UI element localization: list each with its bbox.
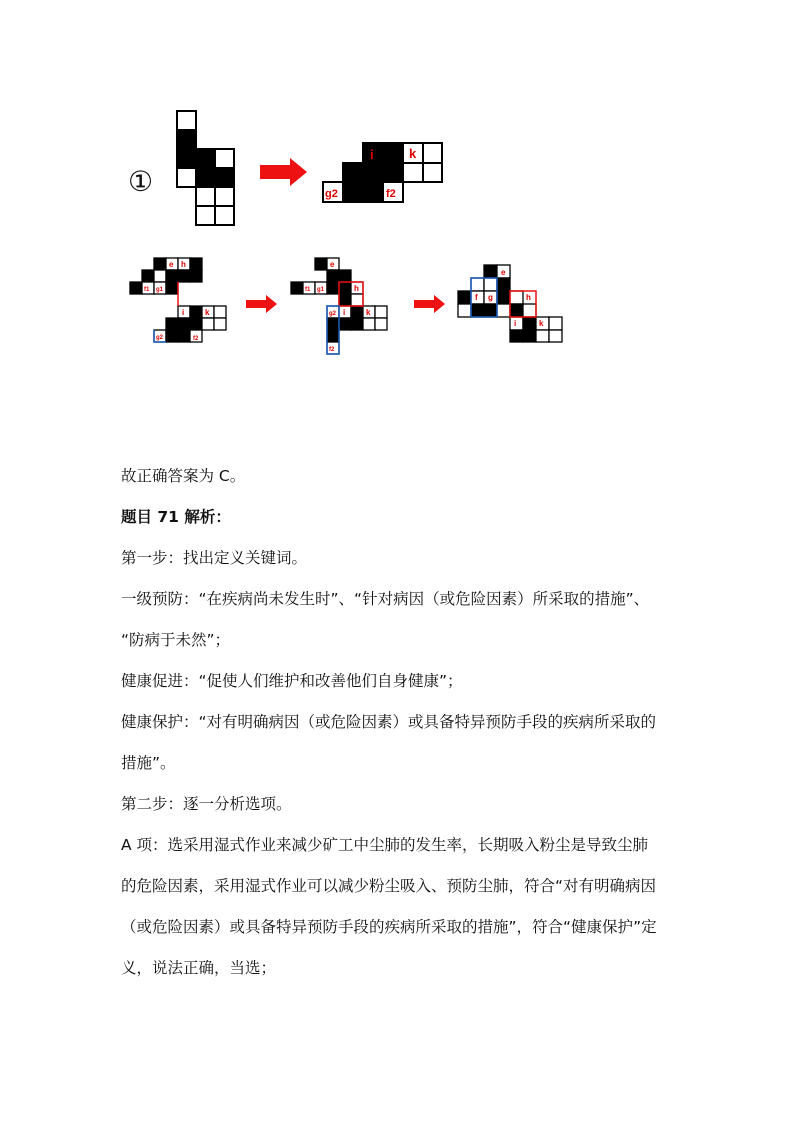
label-b-k: k <box>366 308 371 317</box>
label-a-g2: g2 <box>156 335 164 341</box>
definition-primary-prevention: 一级预防：“在疾病尚未发生时”、“针对病因（或危险因素）所采取的措施”、 <box>121 590 650 608</box>
option-a-line-4: 义，说法正确，当选； <box>121 959 277 977</box>
label-b-h: h <box>354 284 359 293</box>
arrow-right-icon <box>246 295 277 313</box>
question-heading: 题目 71 解析： <box>121 508 231 526</box>
label-c-e: e <box>501 268 506 277</box>
label-k: k <box>409 146 417 161</box>
label-a-k: k <box>205 308 210 317</box>
label-b-g2: g2 <box>329 311 337 317</box>
label-a-h: h <box>181 260 186 269</box>
label-a-i: i <box>182 308 185 317</box>
definition-health-promotion: 健康促进：“促使人们维护和改善他们自身健康”； <box>121 672 463 690</box>
label-a-f2: f2 <box>193 336 199 342</box>
label-b-g1: g1 <box>317 287 325 293</box>
step-two-line: 第二步：逐一分析选项。 <box>121 795 292 813</box>
label-b-e: e <box>330 260 335 269</box>
label-a-f1: f1 <box>144 287 150 293</box>
arrow-right-icon <box>414 295 445 313</box>
label-a-e: e <box>169 260 174 269</box>
arrow-right-icon <box>260 158 307 186</box>
definition-health-protection-cont: 措施”。 <box>121 754 176 772</box>
label-c-f: f <box>475 293 478 302</box>
definition-primary-prevention-cont: “防病于未然”； <box>121 631 231 649</box>
option-a-line-1: A 项：选采用湿式作业来减少矿工中尘肺的发生率，长期吸入粉尘是导致尘肺 <box>121 836 649 854</box>
label-g2: g2 <box>325 188 338 200</box>
label-b-f2: f2 <box>329 347 335 353</box>
transformed-net <box>323 143 442 202</box>
answer-line: 故正确答案为 C。 <box>121 467 246 485</box>
label-b-f1: f1 <box>305 287 311 293</box>
label-b-i: i <box>343 308 346 317</box>
step-one-line: 第一步：找出定义关键词。 <box>121 549 308 567</box>
option-a-line-3: （或危险因素）或具备特异预防手段的疾病所采取的措施”，符合“健康保护”定 <box>121 918 657 936</box>
label-c-k: k <box>539 319 544 328</box>
definition-health-protection: 健康保护：“对有明确病因（或危险因素）或具备特异预防手段的疾病所采取的 <box>121 713 657 731</box>
original-net <box>177 111 234 225</box>
label-c-g: g <box>488 293 493 302</box>
option-a-line-2: 的危险因素，采用湿式作业可以减少粉尘吸入、预防尘肺，符合“对有明确病因 <box>121 877 657 895</box>
label-c-h: h <box>526 293 531 302</box>
step-label: ① <box>128 165 154 198</box>
label-c-i: i <box>514 319 517 328</box>
label-f2: f2 <box>386 188 396 200</box>
label-i: i <box>370 147 374 162</box>
cube-net-figure <box>0 0 800 380</box>
label-a-g1: g1 <box>156 287 164 293</box>
